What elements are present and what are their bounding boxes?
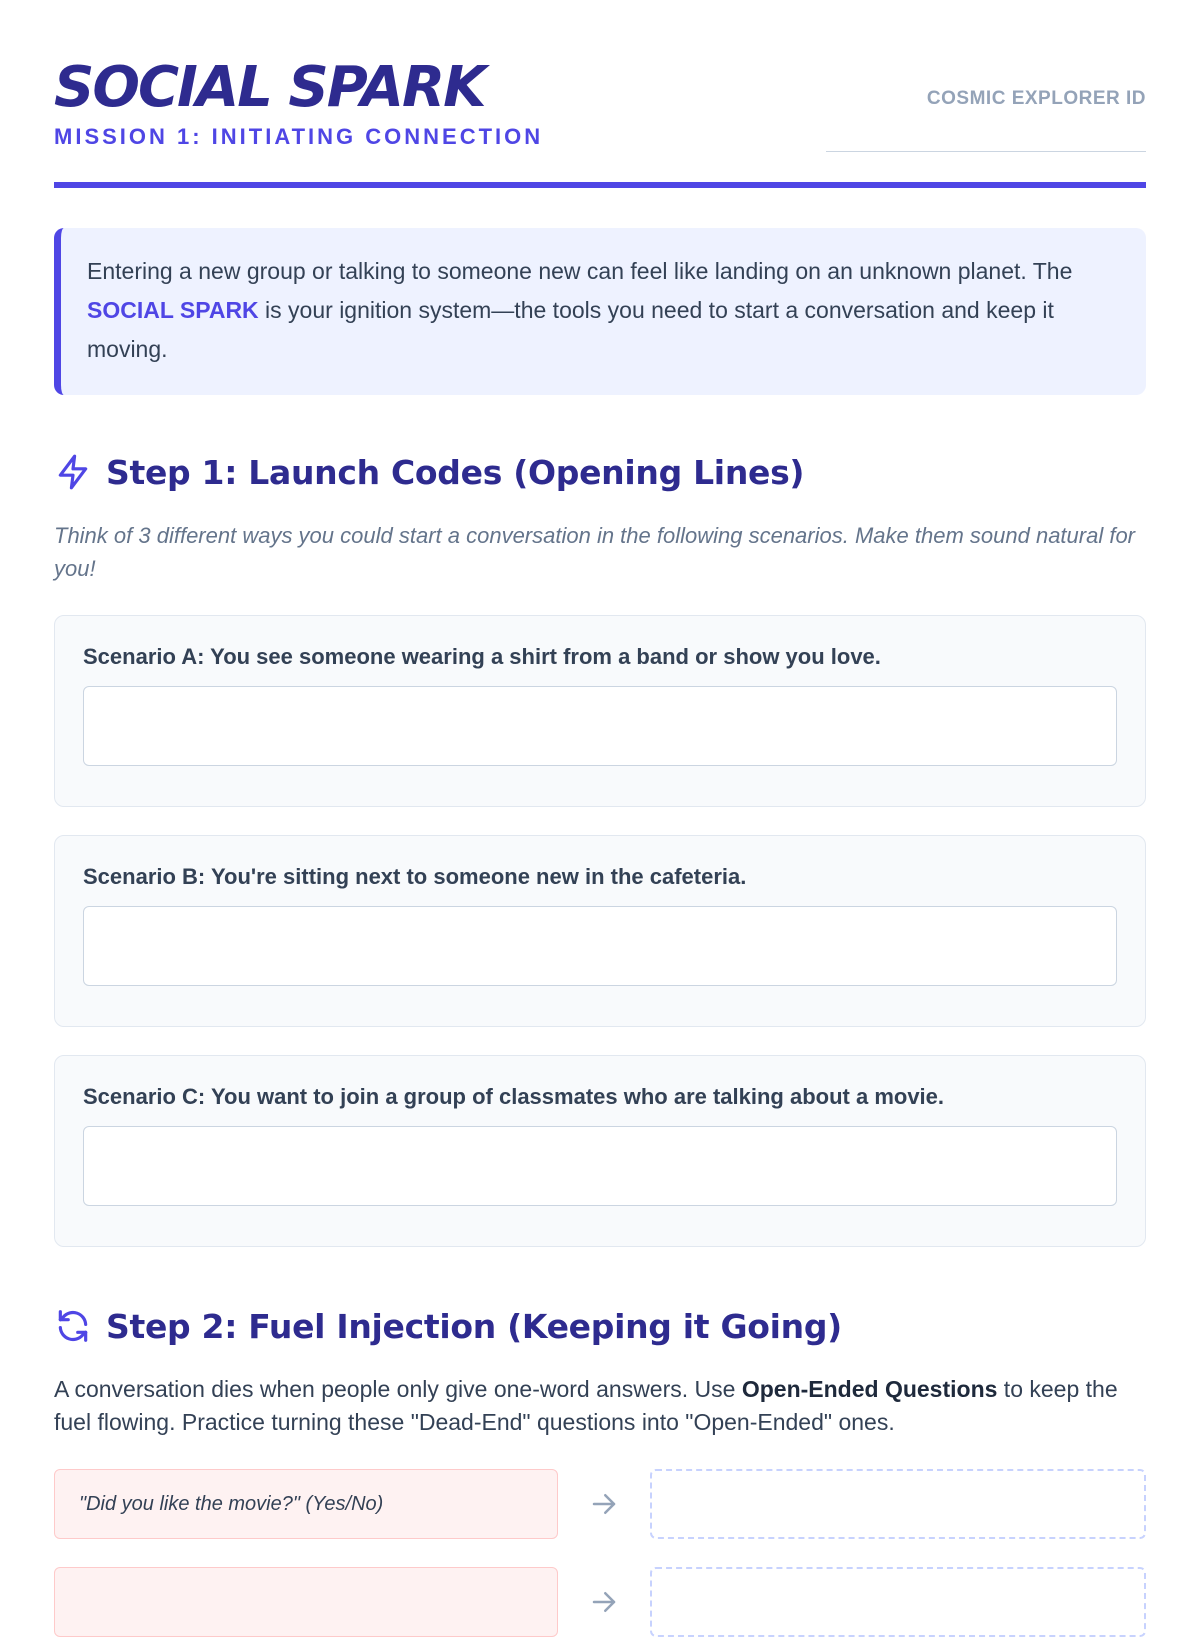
scenario-answer-input[interactable] <box>83 686 1117 766</box>
step2-text-end: to keep the fuel flowing. Practice turning these "Dead-End" questions into "Open-Ended" ones. <box>54 1376 1118 1435</box>
scenario-label: Scenario C: You want to join a group of classmates who are talking about a movie. <box>83 1084 945 1109</box>
mission-subtitle: MISSION 1: INITIATING CONNECTION <box>54 124 544 149</box>
arrow-right-icon <box>558 1587 650 1617</box>
lightning-icon <box>54 453 92 491</box>
intro-text-end: is your ignition system—the tools you need to start a conversation and keep it moving. <box>87 297 1054 362</box>
intro-text-start: Entering a new group or talking to someone new can feel like landing on an unknown planet. The <box>87 258 1073 284</box>
explorer-id-label: COSMIC EXPLORER ID <box>926 88 1146 109</box>
arrow-right-icon <box>558 1489 650 1519</box>
dead-end-question: "Did you like the movie?" (Yes/No) <box>54 1469 558 1539</box>
open-ended-answer-input[interactable] <box>650 1567 1146 1637</box>
scenario-answer-input[interactable] <box>83 1126 1117 1206</box>
step1-title: Step 1: Launch Codes (Opening Lines) <box>106 452 805 492</box>
refresh-icon <box>54 1307 92 1345</box>
step1-heading <box>54 451 1146 493</box>
step2-text-start: A conversation dies when people only give one-word answers. Use <box>54 1376 742 1402</box>
intro-callout <box>54 228 1146 395</box>
intro-highlight: SOCIAL SPARK <box>87 297 259 323</box>
scenario-label: Scenario A: You see someone wearing a shirt from a band or show you love. <box>83 644 881 669</box>
step2-description <box>54 1373 1146 1439</box>
step2-heading <box>54 1305 1146 1347</box>
dead-end-question <box>54 1567 558 1637</box>
worksheet-header <box>54 0 1146 188</box>
step1-instructions: Think of 3 different ways you could start a conversation in the following scenarios. Make them sound natural for you! <box>54 523 1136 581</box>
conversion-row <box>54 1567 1146 1637</box>
open-ended-answer-input[interactable] <box>650 1469 1146 1539</box>
page-title: SOCIAL SPARK <box>54 55 485 120</box>
scenario-label: Scenario B: You're sitting next to someone new in the cafeteria. <box>83 864 747 889</box>
step2-bold-term: Open-Ended Questions <box>741 1376 998 1402</box>
conversion-row <box>54 1469 1146 1539</box>
scenario-answer-input[interactable] <box>83 906 1117 986</box>
explorer-id-field[interactable] <box>826 151 1146 152</box>
scenario-card-a <box>54 615 1146 807</box>
scenario-card-b <box>54 835 1146 1027</box>
step2-title: Step 2: Fuel Injection (Keeping it Going) <box>106 1306 842 1346</box>
scenario-card-c <box>54 1055 1146 1247</box>
